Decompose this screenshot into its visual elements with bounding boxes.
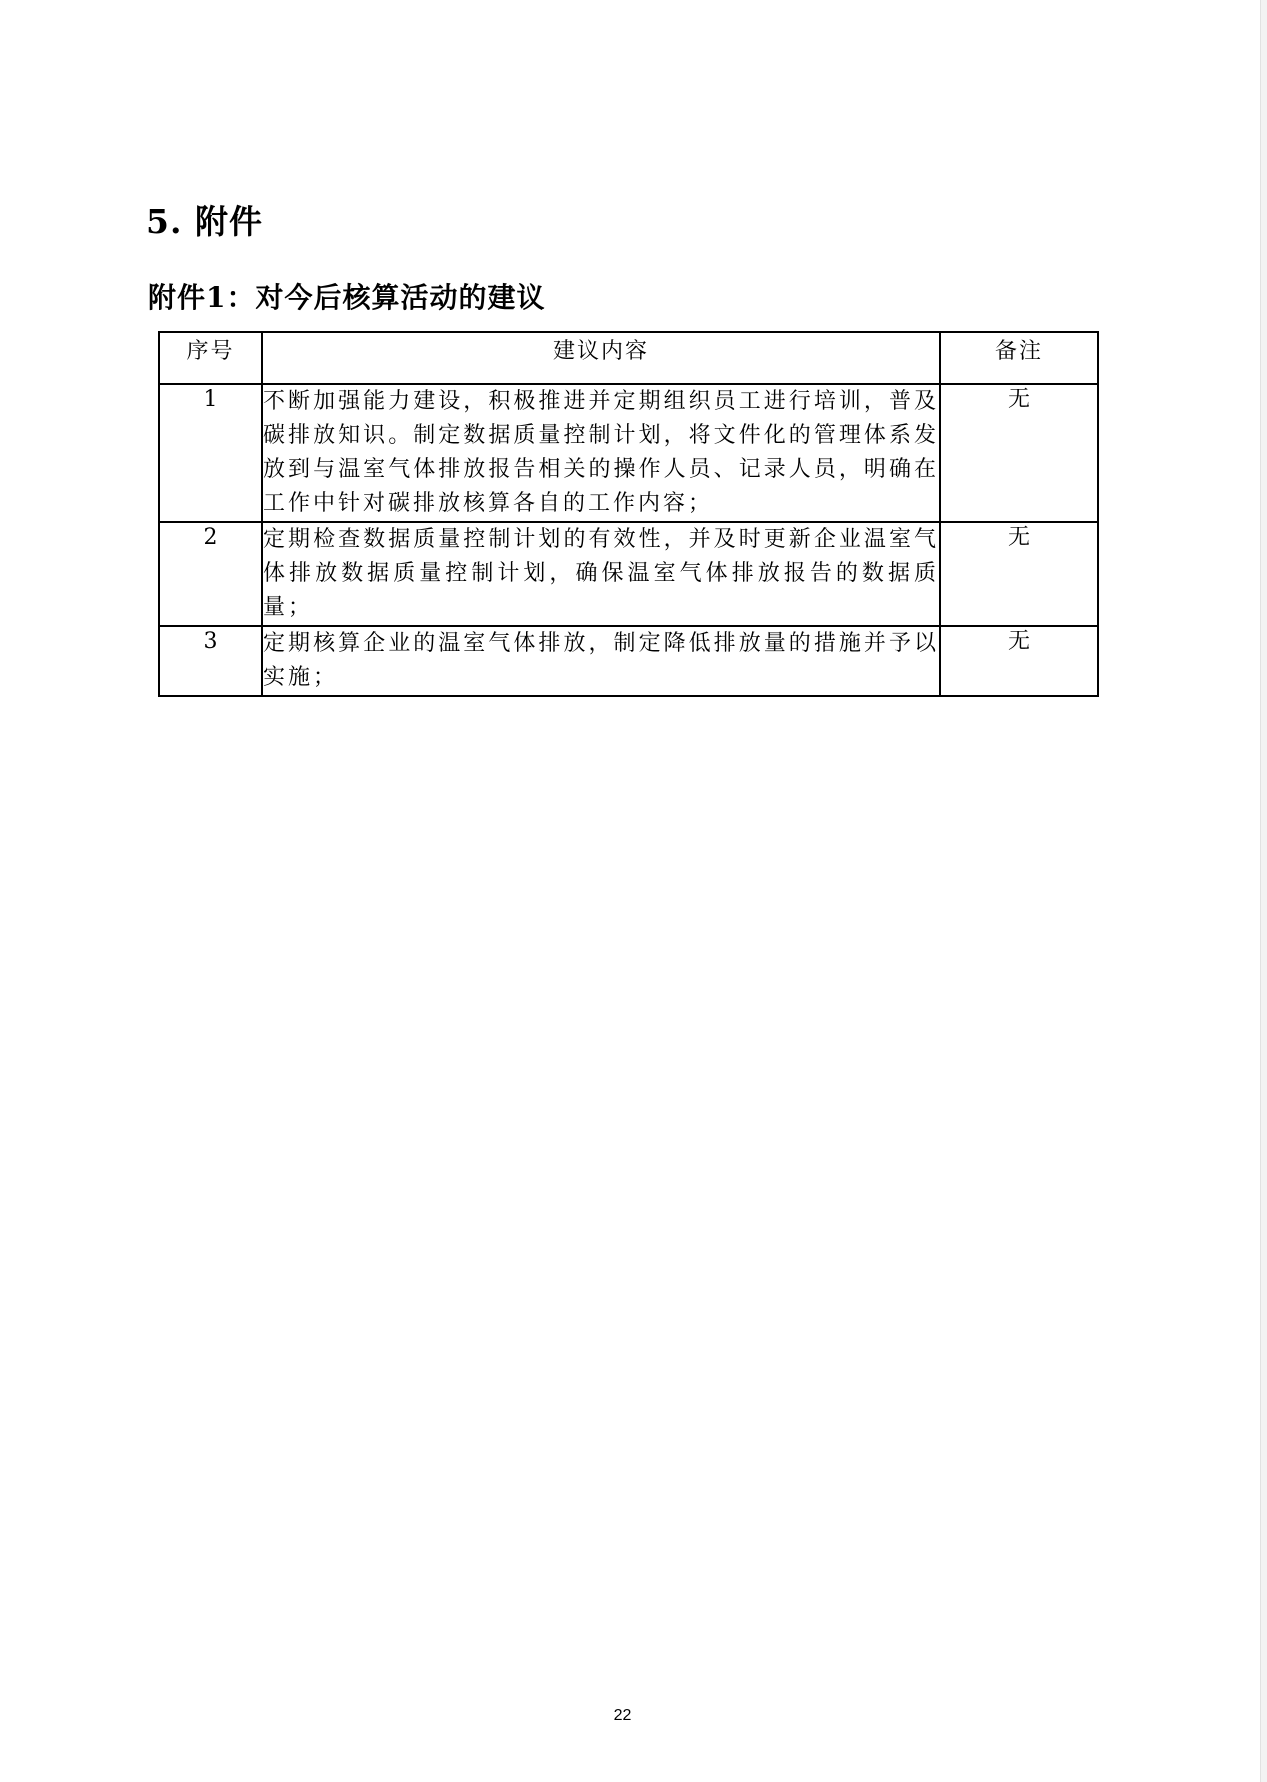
table-row <box>159 626 1098 696</box>
header-remark: 备注 <box>940 332 1098 384</box>
suggestion-text: 定期检查数据质量控制计划的有效性，并及时更新企业温室气体排放数据质量控制计划，确保温室气体排放报告的数据质量； <box>262 522 940 626</box>
row-number: 3 <box>159 626 262 696</box>
remark-text: 无 <box>940 384 1098 522</box>
table-row <box>159 522 1098 626</box>
section-heading: 5. 附件 <box>146 202 263 241</box>
remark-text: 无 <box>940 626 1098 696</box>
annex-heading: 附件1：对今后核算活动的建议 <box>148 281 546 314</box>
row-number: 2 <box>159 522 262 626</box>
remark-text: 无 <box>940 522 1098 626</box>
row-number: 1 <box>159 384 262 522</box>
page-right-edge <box>1260 0 1267 1782</box>
suggestions-table <box>158 331 1099 697</box>
header-content: 建议内容 <box>262 332 940 384</box>
suggestion-text: 不断加强能力建设，积极推进并定期组织员工进行培训，普及碳排放知识。制定数据质量控制计划，将文件化的管理体系发放到与温室气体排放报告相关的操作人员、记录人员，明确在工作中针对碳排放核算各自的工作内容； <box>262 384 940 522</box>
page-number: 22 <box>613 1707 632 1724</box>
table-row <box>159 384 1098 522</box>
suggestion-text: 定期核算企业的温室气体排放，制定降低排放量的措施并予以实施； <box>262 626 940 696</box>
table-header-row <box>159 332 1098 384</box>
header-no: 序号 <box>159 332 262 384</box>
